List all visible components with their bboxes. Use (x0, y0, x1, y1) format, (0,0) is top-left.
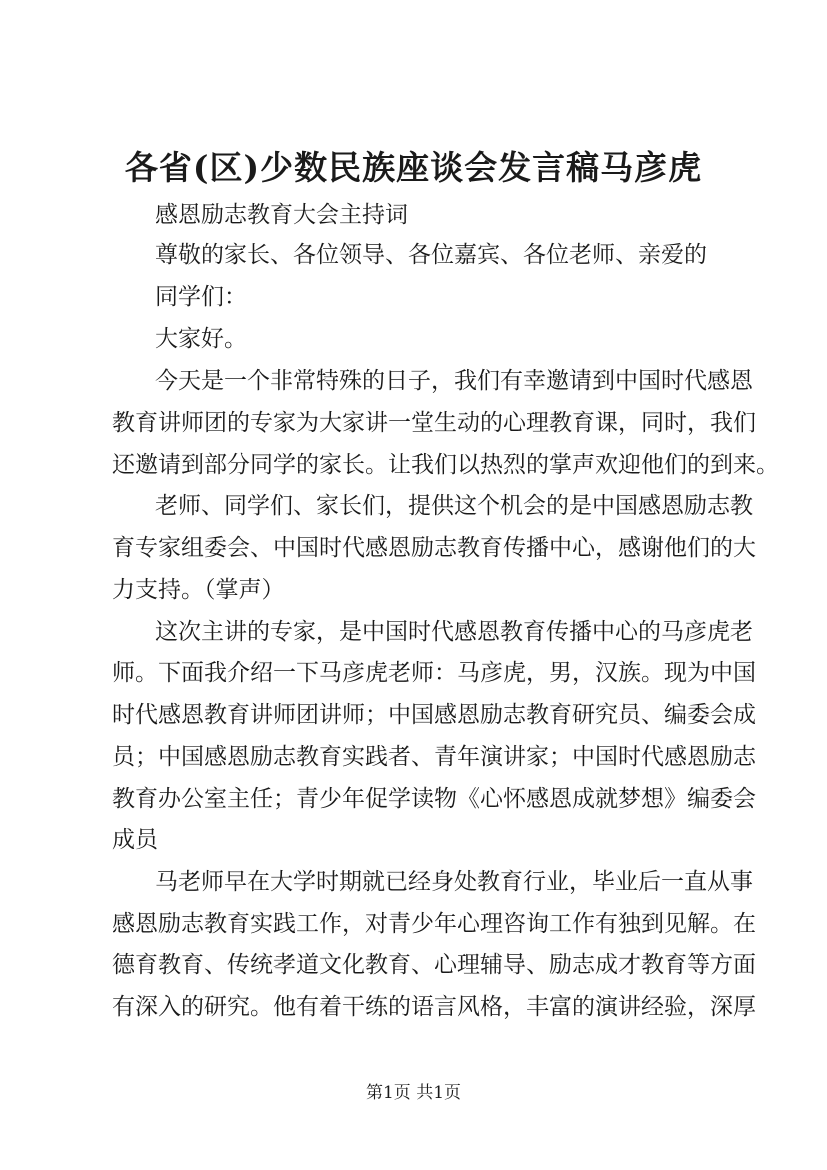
paragraph-line: 同学们： (155, 284, 247, 310)
paragraph-line: 大家好。 (155, 326, 247, 352)
paragraph-line: 今天是一个非常特殊的日子，我们有幸邀请到中国时代感恩 (155, 368, 753, 394)
paragraph-line: 还邀请到部分同学的家长。让我们以热烈的掌声欢迎他们的到来。 (112, 452, 779, 478)
paragraph-line: 力支持。（掌声） (112, 577, 285, 603)
paragraph-line: 马老师早在大学时期就已经身处教育行业，毕业后一直从事 (155, 869, 753, 895)
document-title: 各省(区)少数民族座谈会发言稿马彦虎 (124, 148, 703, 187)
paragraph-line: 尊敬的家长、各位领导、各位嘉宾、各位老师、亲爱的 (155, 242, 707, 268)
paragraph-line: 育专家组委会、中国时代感恩励志教育传播中心，感谢他们的大 (112, 535, 756, 561)
paragraph-line: 老师、同学们、家长们，提供这个机会的是中国感恩励志教 (155, 493, 753, 519)
paragraph-line: 感恩励志教育实践工作，对青少年心理咨询工作有独到见解。在 (112, 911, 756, 937)
paragraph-line: 教育讲师团的专家为大家讲一堂生动的心理教育课，同时，我们 (112, 410, 756, 436)
paragraph-line: 感恩励志教育大会主持词 (155, 202, 408, 228)
page-footer: 第1页 共1页 (365, 1083, 462, 1103)
paragraph-line: 教育办公室主任；青少年促学读物《心怀感恩成就梦想》编委会 (112, 786, 756, 812)
paragraph-line: 这次主讲的专家，是中国时代感恩教育传播中心的马彦虎老 (155, 619, 753, 645)
paragraph-line: 员；中国感恩励志教育实践者、青年演讲家；中国时代感恩励志 (112, 744, 756, 770)
paragraph-line: 成员 (112, 827, 158, 853)
paragraph-line: 时代感恩教育讲师团讲师；中国感恩励志教育研究员、编委会成 (112, 702, 756, 728)
paragraph-line: 德育教育、传统孝道文化教育、心理辅导、励志成才教育等方面 (112, 952, 756, 978)
paragraph-line: 有深入的研究。他有着干练的语言风格，丰富的演讲经验，深厚 (112, 994, 756, 1020)
paragraph-line: 师。下面我介绍一下马彦虎老师：马彦虎，男，汉族。现为中国 (112, 660, 756, 686)
